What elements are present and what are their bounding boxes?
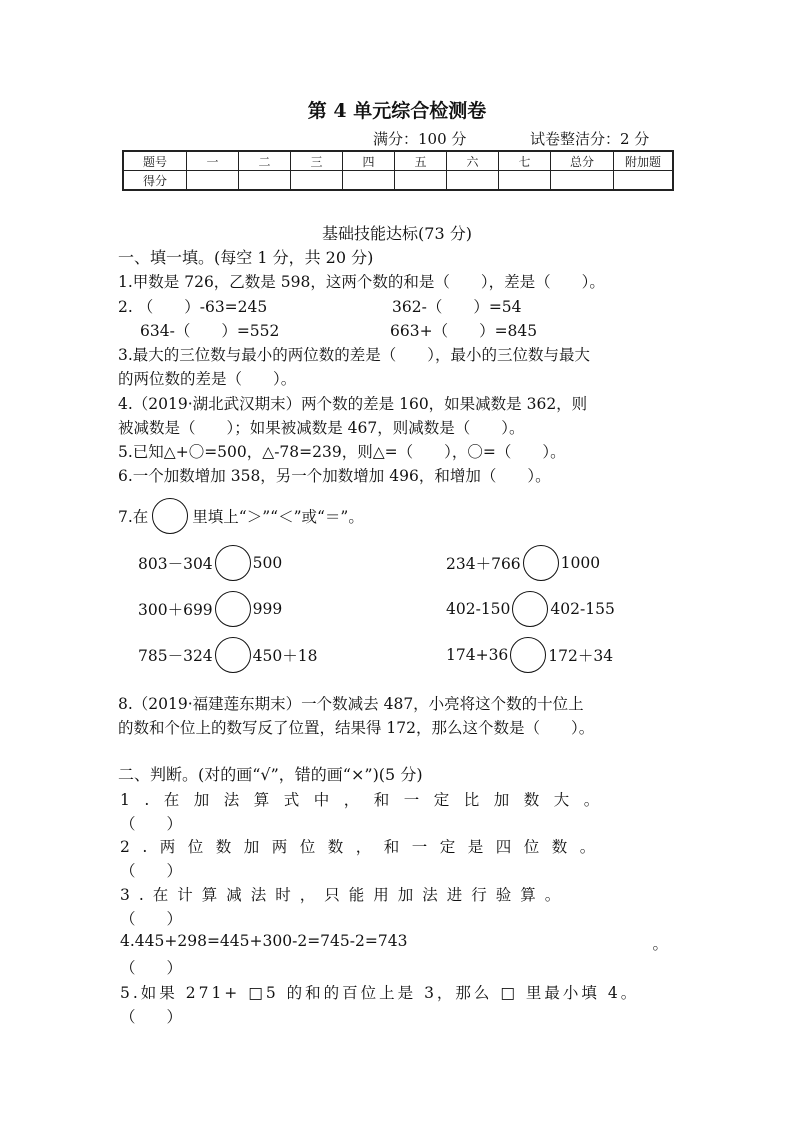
question-2c: 634-（ ）=552: [140, 322, 280, 340]
table-cell: 三: [291, 151, 343, 171]
score-input-cell[interactable]: [551, 171, 614, 191]
judge-item: [120, 788, 668, 834]
question-5: 5.已知△+〇=500，△-78=239，则△=（ ），〇=（ ）。: [118, 443, 566, 461]
judge-text-row: [120, 932, 668, 954]
full-score: 满分：100 分: [373, 130, 467, 148]
score-table-score-row: [123, 171, 673, 191]
question-8-line2: 的数和个位上的数写反了位置，结果得 172，那么这个数是（ ）。: [118, 719, 595, 737]
compare-left: 785－324: [138, 647, 213, 665]
compare-answer-circle[interactable]: [523, 545, 559, 581]
score-input-cell[interactable]: [395, 171, 447, 191]
score-input-cell[interactable]: [614, 171, 674, 191]
judge-text: 4.445+298=445+300-2=745-2=743: [120, 932, 408, 950]
question-3-line1: 3.最大的三位数与最小的两位数的差是（ ），最小的三位数与最大: [118, 346, 591, 364]
compare-right: 450＋18: [252, 647, 318, 665]
score-input-cell[interactable]: [447, 171, 499, 191]
neat-score: 试卷整洁分：2 分: [530, 130, 650, 148]
table-cell: 二: [239, 151, 291, 171]
part-title: 基础技能达标(73 分): [322, 224, 472, 243]
compare-answer-circle[interactable]: [512, 591, 548, 627]
judge-answer-blank[interactable]: （ ）: [120, 959, 183, 977]
table-cell: 题号: [123, 151, 187, 171]
compare-answer-circle[interactable]: [215, 637, 251, 673]
judge-item: [120, 932, 668, 978]
compare-item: [138, 591, 282, 627]
compare-left: 300＋699: [138, 601, 213, 619]
table-cell: 五: [395, 151, 447, 171]
compare-left: 803－304: [138, 555, 213, 573]
table-cell: 七: [499, 151, 551, 171]
score-input-cell[interactable]: [291, 171, 343, 191]
section-heading: 二、判断。(对的画“√”，错的画“×”)(5 分): [118, 765, 423, 784]
score-input-cell[interactable]: [239, 171, 291, 191]
compare-left: 402-150: [446, 600, 511, 618]
judge-answer-blank[interactable]: （ ）: [120, 862, 183, 880]
score-input-cell[interactable]: [499, 171, 551, 191]
judge-answer-blank[interactable]: （ ）: [120, 815, 183, 833]
compare-right: 500: [252, 554, 283, 572]
compare-right: 1000: [560, 554, 601, 572]
score-table: [122, 150, 674, 191]
table-cell: 得分: [123, 171, 187, 191]
section-heading: 一、填一填。(每空 1 分，共 20 分): [118, 248, 374, 267]
compare-answer-circle[interactable]: [510, 637, 546, 673]
compare-item: [446, 637, 613, 673]
compare-item: [138, 637, 317, 673]
judge-text: 3.在计算减法时，只能用加法进行验算。: [120, 886, 570, 904]
compare-left: 174+36: [446, 646, 509, 664]
judge-answer-blank[interactable]: （ ）: [120, 910, 183, 928]
circle-symbol-icon: [152, 498, 188, 534]
compare-item: [446, 545, 600, 581]
table-cell: 附加题: [614, 151, 674, 171]
question-2d: 663+（ ）=845: [390, 322, 538, 340]
question-7-prefix: 7.在: [118, 508, 149, 526]
score-input-cell[interactable]: [343, 171, 395, 191]
page-title: 第 4 单元综合检测卷: [307, 100, 487, 122]
question-6: 6.一个加数增加 358，另一个加数增加 496，和增加（ ）。: [118, 467, 551, 485]
judge-text: 1.在加法算式中，和一定比加数大。: [120, 791, 614, 809]
question-3-line2: 的两位数的差是（ ）。: [118, 370, 297, 388]
table-cell: 四: [343, 151, 395, 171]
table-cell: 六: [447, 151, 499, 171]
compare-right: 172＋34: [548, 647, 614, 665]
judge-item: [120, 835, 668, 881]
table-cell: 总分: [551, 151, 614, 171]
score-input-cell[interactable]: [187, 171, 239, 191]
table-cell: 一: [187, 151, 239, 171]
compare-left: 234＋766: [446, 555, 521, 573]
question-2a: 2. （ ）-63=245: [118, 298, 268, 316]
judge-text: 5.如果 271+ □5 的和的百位上是 3，那么 □ 里最小填 4。: [120, 984, 640, 1002]
judge-item: [120, 981, 668, 1027]
score-table-header-row: [123, 151, 673, 171]
compare-answer-circle[interactable]: [215, 591, 251, 627]
compare-answer-circle[interactable]: [215, 545, 251, 581]
question-4-line2: 被减数是（ ）；如果被减数是 467，则减数是（ ）。: [118, 419, 525, 437]
question-7: [118, 498, 364, 534]
judge-answer-blank[interactable]: （ ）: [120, 1008, 183, 1026]
judge-item: [120, 883, 668, 929]
question-2b: 362-（ ）=54: [392, 298, 522, 316]
compare-right: 999: [252, 600, 283, 618]
question-4-line1: 4.（2019·湖北武汉期末）两个数的差是 160，如果减数是 362，则: [118, 395, 588, 413]
compare-item: [138, 545, 282, 581]
question-8-line1: 8.（2019·福建莲东期末）一个数减去 487，小亮将这个数的十位上: [118, 695, 584, 713]
question-1: 1.甲数是 726，乙数是 598，这两个数的和是（ ），差是（ ）。: [118, 273, 605, 291]
judge-text: 2.两位数加两位数，和一定是四位数。: [120, 838, 608, 856]
compare-right: 402-155: [550, 600, 615, 618]
compare-item: [446, 591, 615, 627]
question-7-suffix: 里填上“＞”“＜”或“＝”。: [192, 508, 364, 526]
judge-end-mark: 。: [652, 935, 668, 953]
